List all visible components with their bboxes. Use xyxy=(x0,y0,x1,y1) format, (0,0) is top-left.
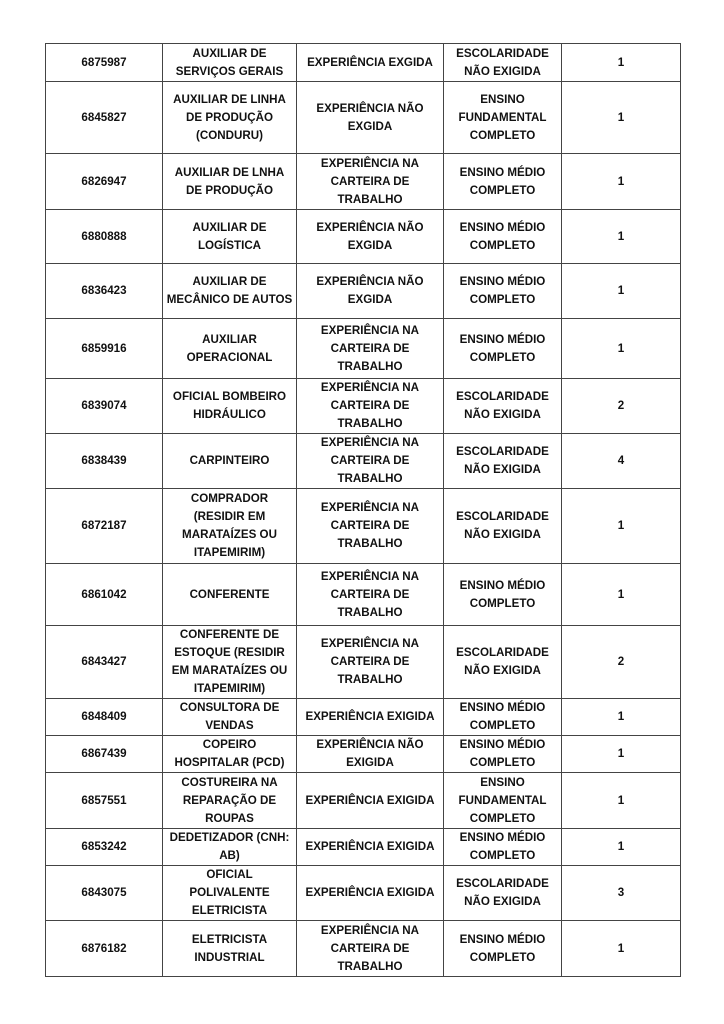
vacancy-code: 6875987 xyxy=(46,44,163,82)
table-row xyxy=(46,154,681,210)
education-requirement: ESCOLARIDADE NÃO EXIGIDA xyxy=(444,434,562,489)
experience-requirement: EXPERIÊNCIA EXIGIDA xyxy=(297,866,444,921)
job-title: AUXILIAR DE SERVIÇOS GERAIS xyxy=(163,44,297,82)
table-row xyxy=(46,210,681,264)
vacancy-code: 6845827 xyxy=(46,82,163,154)
job-title: COSTUREIRA NA REPARAÇÃO DE ROUPAS xyxy=(163,773,297,829)
job-title: CONFERENTE DE ESTOQUE (RESIDIR EM MARATAÍZES OU ITAPEMIRIM) xyxy=(163,626,297,699)
job-title: DEDETIZADOR (CNH: AB) xyxy=(163,829,297,866)
job-title: AUXILIAR OPERACIONAL xyxy=(163,319,297,379)
education-requirement: ESCOLARIDADE NÃO EXIGIDA xyxy=(444,44,562,82)
job-title: AUXILIAR DE LOGÍSTICA xyxy=(163,210,297,264)
experience-requirement: EXPERIÊNCIA EXIGIDA xyxy=(297,699,444,736)
table-row xyxy=(46,264,681,319)
vacancy-code: 6857551 xyxy=(46,773,163,829)
vacancy-code: 6872187 xyxy=(46,489,163,564)
table-row xyxy=(46,829,681,866)
experience-requirement: EXPERIÊNCIA EXGIDA xyxy=(297,44,444,82)
education-requirement: ESCOLARIDADE NÃO EXIGIDA xyxy=(444,489,562,564)
table-row xyxy=(46,44,681,82)
table-row xyxy=(46,319,681,379)
experience-requirement: EXPERIÊNCIA NÃO EXGIDA xyxy=(297,82,444,154)
job-title: AUXILIAR DE LNHA DE PRODUÇÃO xyxy=(163,154,297,210)
job-title: COMPRADOR (RESIDIR EM MARATAÍZES OU ITAPEMIRIM) xyxy=(163,489,297,564)
experience-requirement: EXPERIÊNCIA EXIGIDA xyxy=(297,829,444,866)
experience-requirement: EXPERIÊNCIA NA CARTEIRA DE TRABALHO xyxy=(297,489,444,564)
vacancy-count: 1 xyxy=(562,921,681,977)
job-title: AUXILIAR DE LINHA DE PRODUÇÃO (CONDURU) xyxy=(163,82,297,154)
job-title: OFICIAL BOMBEIRO HIDRÁULICO xyxy=(163,379,297,434)
vacancy-code: 6861042 xyxy=(46,564,163,626)
vacancy-code: 6867439 xyxy=(46,736,163,773)
table-row xyxy=(46,736,681,773)
education-requirement: ENSINO MÉDIO COMPLETO xyxy=(444,210,562,264)
vacancy-count: 1 xyxy=(562,82,681,154)
education-requirement: ENSINO MÉDIO COMPLETO xyxy=(444,319,562,379)
experience-requirement: EXPERIÊNCIA NA CARTEIRA DE TRABALHO xyxy=(297,564,444,626)
table-row xyxy=(46,434,681,489)
job-title: OFICIAL POLIVALENTE ELETRICISTA xyxy=(163,866,297,921)
job-title: CONSULTORA DE VENDAS xyxy=(163,699,297,736)
vacancy-code: 6843075 xyxy=(46,866,163,921)
table-row xyxy=(46,699,681,736)
job-title: CARPINTEIRO xyxy=(163,434,297,489)
experience-requirement: EXPERIÊNCIA EXIGIDA xyxy=(297,773,444,829)
vacancy-count: 4 xyxy=(562,434,681,489)
vacancy-count: 2 xyxy=(562,379,681,434)
vacancy-code: 6848409 xyxy=(46,699,163,736)
experience-requirement: EXPERIÊNCIA NA CARTEIRA DE TRABALHO xyxy=(297,921,444,977)
experience-requirement: EXPERIÊNCIA NA CARTEIRA DE TRABALHO xyxy=(297,319,444,379)
education-requirement: ESCOLARIDADE NÃO EXIGIDA xyxy=(444,866,562,921)
job-title: CONFERENTE xyxy=(163,564,297,626)
vacancy-code: 6880888 xyxy=(46,210,163,264)
education-requirement: ENSINO MÉDIO COMPLETO xyxy=(444,564,562,626)
education-requirement: ENSINO MÉDIO COMPLETO xyxy=(444,921,562,977)
vacancy-count: 1 xyxy=(562,699,681,736)
education-requirement: ENSINO MÉDIO COMPLETO xyxy=(444,264,562,319)
vacancy-code: 6859916 xyxy=(46,319,163,379)
education-requirement: ESCOLARIDADE NÃO EXIGIDA xyxy=(444,379,562,434)
table-row xyxy=(46,82,681,154)
job-vacancies-body xyxy=(46,44,681,977)
education-requirement: ENSINO FUNDAMENTAL COMPLETO xyxy=(444,82,562,154)
table-row xyxy=(46,564,681,626)
vacancy-code: 6876182 xyxy=(46,921,163,977)
vacancy-count: 1 xyxy=(562,44,681,82)
table-row xyxy=(46,866,681,921)
table-row xyxy=(46,773,681,829)
experience-requirement: EXPERIÊNCIA NA CARTEIRA DE TRABALHO xyxy=(297,434,444,489)
vacancy-count: 1 xyxy=(562,829,681,866)
job-title: COPEIRO HOSPITALAR (PCD) xyxy=(163,736,297,773)
table-row xyxy=(46,489,681,564)
vacancy-count: 1 xyxy=(562,154,681,210)
experience-requirement: EXPERIÊNCIA NA CARTEIRA DE TRABALHO xyxy=(297,626,444,699)
experience-requirement: EXPERIÊNCIA NÃO EXGIDA xyxy=(297,264,444,319)
vacancy-count: 1 xyxy=(562,319,681,379)
vacancy-code: 6836423 xyxy=(46,264,163,319)
vacancy-count: 1 xyxy=(562,736,681,773)
table-row xyxy=(46,626,681,699)
education-requirement: ENSINO FUNDAMENTAL COMPLETO xyxy=(444,773,562,829)
vacancy-count: 1 xyxy=(562,489,681,564)
education-requirement: ENSINO MÉDIO COMPLETO xyxy=(444,154,562,210)
vacancy-count: 1 xyxy=(562,264,681,319)
education-requirement: ENSINO MÉDIO COMPLETO xyxy=(444,829,562,866)
education-requirement: ESCOLARIDADE NÃO EXIGIDA xyxy=(444,626,562,699)
vacancy-count: 2 xyxy=(562,626,681,699)
vacancy-count: 1 xyxy=(562,564,681,626)
vacancy-code: 6826947 xyxy=(46,154,163,210)
vacancy-code: 6843427 xyxy=(46,626,163,699)
experience-requirement: EXPERIÊNCIA NÃO EXGIDA xyxy=(297,210,444,264)
vacancy-count: 1 xyxy=(562,773,681,829)
vacancy-code: 6838439 xyxy=(46,434,163,489)
vacancy-count: 3 xyxy=(562,866,681,921)
experience-requirement: EXPERIÊNCIA NA CARTEIRA DE TRABALHO xyxy=(297,154,444,210)
education-requirement: ENSINO MÉDIO COMPLETO xyxy=(444,699,562,736)
job-title: AUXILIAR DE MECÂNICO DE AUTOS xyxy=(163,264,297,319)
experience-requirement: EXPERIÊNCIA NA CARTEIRA DE TRABALHO xyxy=(297,379,444,434)
vacancy-count: 1 xyxy=(562,210,681,264)
job-title: ELETRICISTA INDUSTRIAL xyxy=(163,921,297,977)
vacancy-code: 6853242 xyxy=(46,829,163,866)
table-row xyxy=(46,921,681,977)
vacancy-code: 6839074 xyxy=(46,379,163,434)
education-requirement: ENSINO MÉDIO COMPLETO xyxy=(444,736,562,773)
experience-requirement: EXPERIÊNCIA NÃO EXIGIDA xyxy=(297,736,444,773)
job-vacancies-table xyxy=(45,43,681,977)
table-row xyxy=(46,379,681,434)
